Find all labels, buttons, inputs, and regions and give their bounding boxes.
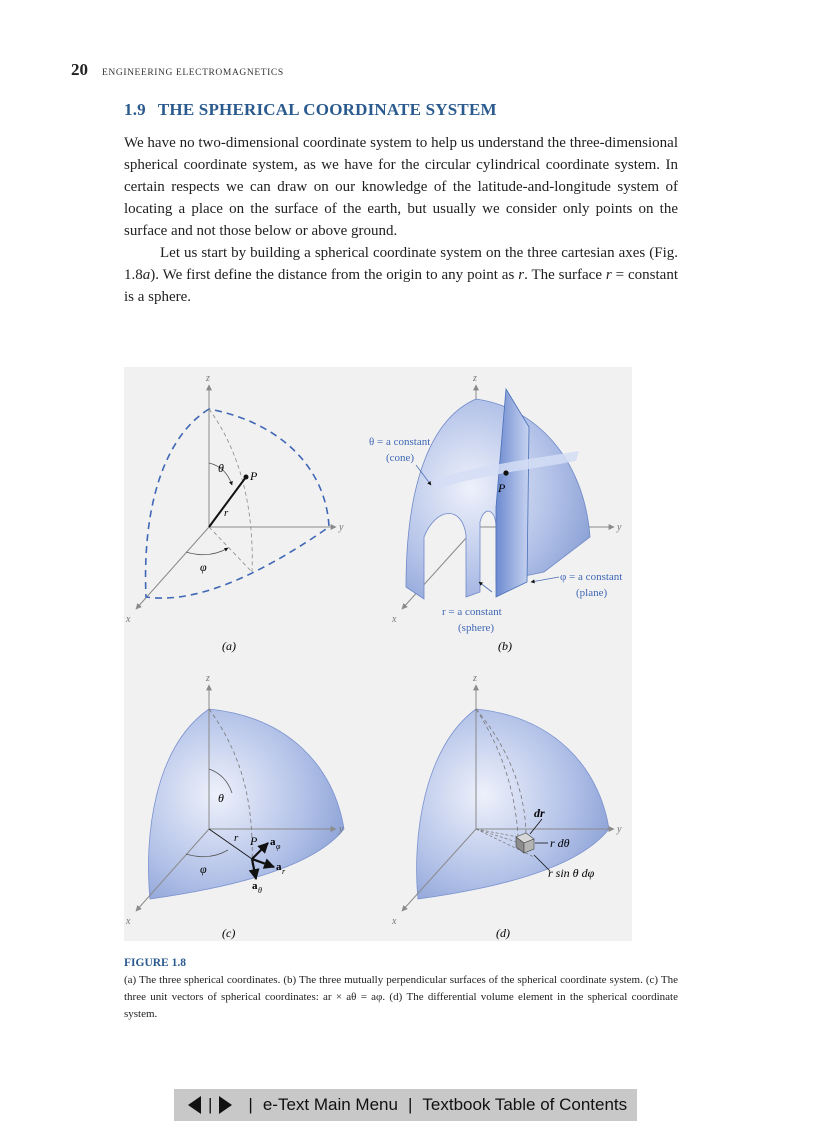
a-label-P: P bbox=[250, 469, 258, 483]
a-label-z: z bbox=[206, 373, 210, 384]
b-label-z: z bbox=[473, 373, 477, 384]
c-aphi-a: a bbox=[270, 836, 276, 848]
figure-svg bbox=[124, 367, 632, 941]
right-arrow-icon bbox=[219, 1096, 232, 1114]
b-label-y: y bbox=[617, 522, 622, 533]
b-sphere-label-1: r = a constant bbox=[442, 606, 502, 618]
a-label-phi: φ bbox=[200, 560, 207, 574]
c-ar-sub: r bbox=[282, 867, 286, 876]
c-label-z: z bbox=[206, 673, 210, 684]
body-text bbox=[124, 132, 678, 308]
d-label-y: y bbox=[617, 824, 622, 835]
c-ar-a: a bbox=[276, 861, 282, 873]
figure-label: FIGURE 1.8 bbox=[124, 957, 186, 969]
a-point-P bbox=[244, 475, 249, 480]
d-label-dr: dr bbox=[534, 806, 545, 820]
section-title: THE SPHERICAL COORDINATE SYSTEM bbox=[157, 100, 497, 119]
etext-main-menu-link[interactable]: e-Text Main Menu bbox=[262, 1095, 398, 1114]
c-atheta-sub: θ bbox=[258, 886, 262, 895]
page-number: 20 bbox=[71, 60, 88, 79]
c-label-x: x bbox=[126, 916, 131, 927]
b-plane-label-2: (plane) bbox=[576, 587, 608, 599]
figure-1-8 bbox=[124, 367, 632, 941]
caption-text: (a) The three spherical coordinates. (b) The three mutually perpendicular surfaces of the spherical coordinate system. (c) The three unit vectors of spherical coordinates: ar × aθ = aφ. (d) The differential volume element in the spherical coordinate system. bbox=[124, 974, 678, 1020]
paragraph-1: We have no two-dimensional coordinate system to help us understand the three-dimensional spherical coordinate system, as we have for the circular cylindrical coordinate system. In certain respects we can draw on our knowledge of the latitude-and-longitude system of locating a place on the surface of the earth, but usually we consider only points on the surface and not those below or above ground. bbox=[124, 135, 678, 239]
c-aphi-sub: φ bbox=[276, 842, 281, 851]
p2-italic-r1: r bbox=[518, 267, 525, 283]
next-page-button[interactable] bbox=[219, 1096, 232, 1114]
d-label-z: z bbox=[473, 673, 477, 684]
p2-italic-r2: r bbox=[605, 267, 612, 283]
b-sphere-label-2: (sphere) bbox=[458, 622, 495, 634]
p2-text-a: Let us start by building a spherical coordinate system on the three cartesian axes (Fig. 1.8 bbox=[124, 245, 678, 283]
section-heading bbox=[124, 100, 497, 120]
p2-text-d: = constant is a sphere. bbox=[124, 267, 678, 305]
d-label-rsin: r sin θ dφ bbox=[548, 866, 595, 880]
p2-italic-a: a bbox=[142, 267, 151, 283]
c-label-P: P bbox=[250, 834, 258, 848]
panel-b-label: (b) bbox=[498, 639, 512, 653]
d-label-rdtheta: r dθ bbox=[550, 836, 570, 850]
c-atheta-a: a bbox=[252, 880, 258, 892]
panel-d-label: (d) bbox=[496, 926, 510, 940]
b-point-P bbox=[503, 470, 508, 475]
b-cone-label-1: θ = a constant bbox=[369, 436, 431, 448]
nav-separator-arrows: | bbox=[208, 1095, 213, 1114]
p2-text-c: . The surface bbox=[524, 267, 606, 283]
c-label-theta: θ bbox=[218, 791, 224, 805]
b-cone-label-2: (cone) bbox=[386, 452, 415, 464]
b-label-P: P bbox=[498, 481, 506, 495]
c-label-r: r bbox=[234, 832, 239, 844]
p2-text-b: ). We first define the distance from the origin to any point as bbox=[150, 267, 519, 283]
c-label-phi: φ bbox=[200, 862, 207, 876]
d-label-x: x bbox=[392, 916, 397, 927]
panel-c-label: (c) bbox=[222, 926, 236, 940]
paragraph-2 bbox=[124, 242, 678, 308]
a-label-theta: θ bbox=[218, 461, 224, 475]
prev-page-button[interactable] bbox=[174, 1096, 201, 1114]
c-label-y: y bbox=[339, 824, 344, 835]
panel-a-label: (a) bbox=[222, 639, 236, 653]
a-label-r: r bbox=[224, 507, 229, 519]
book-title: ENGINEERING ELECTROMAGNETICS bbox=[102, 68, 284, 78]
left-arrow-icon bbox=[188, 1096, 201, 1114]
nav-bar bbox=[174, 1089, 637, 1121]
figure-caption bbox=[124, 955, 678, 1023]
a-label-y: y bbox=[339, 522, 344, 533]
b-plane-label-1: φ = a constant bbox=[560, 571, 623, 583]
nav-separator-1: | bbox=[248, 1095, 253, 1114]
b-label-x: x bbox=[392, 614, 397, 625]
running-head bbox=[71, 60, 284, 80]
a-label-x: x bbox=[126, 614, 131, 625]
textbook-toc-link[interactable]: Textbook Table of Contents bbox=[422, 1095, 628, 1114]
nav-separator-2: | bbox=[407, 1095, 413, 1114]
section-number: 1.9 bbox=[124, 100, 146, 119]
